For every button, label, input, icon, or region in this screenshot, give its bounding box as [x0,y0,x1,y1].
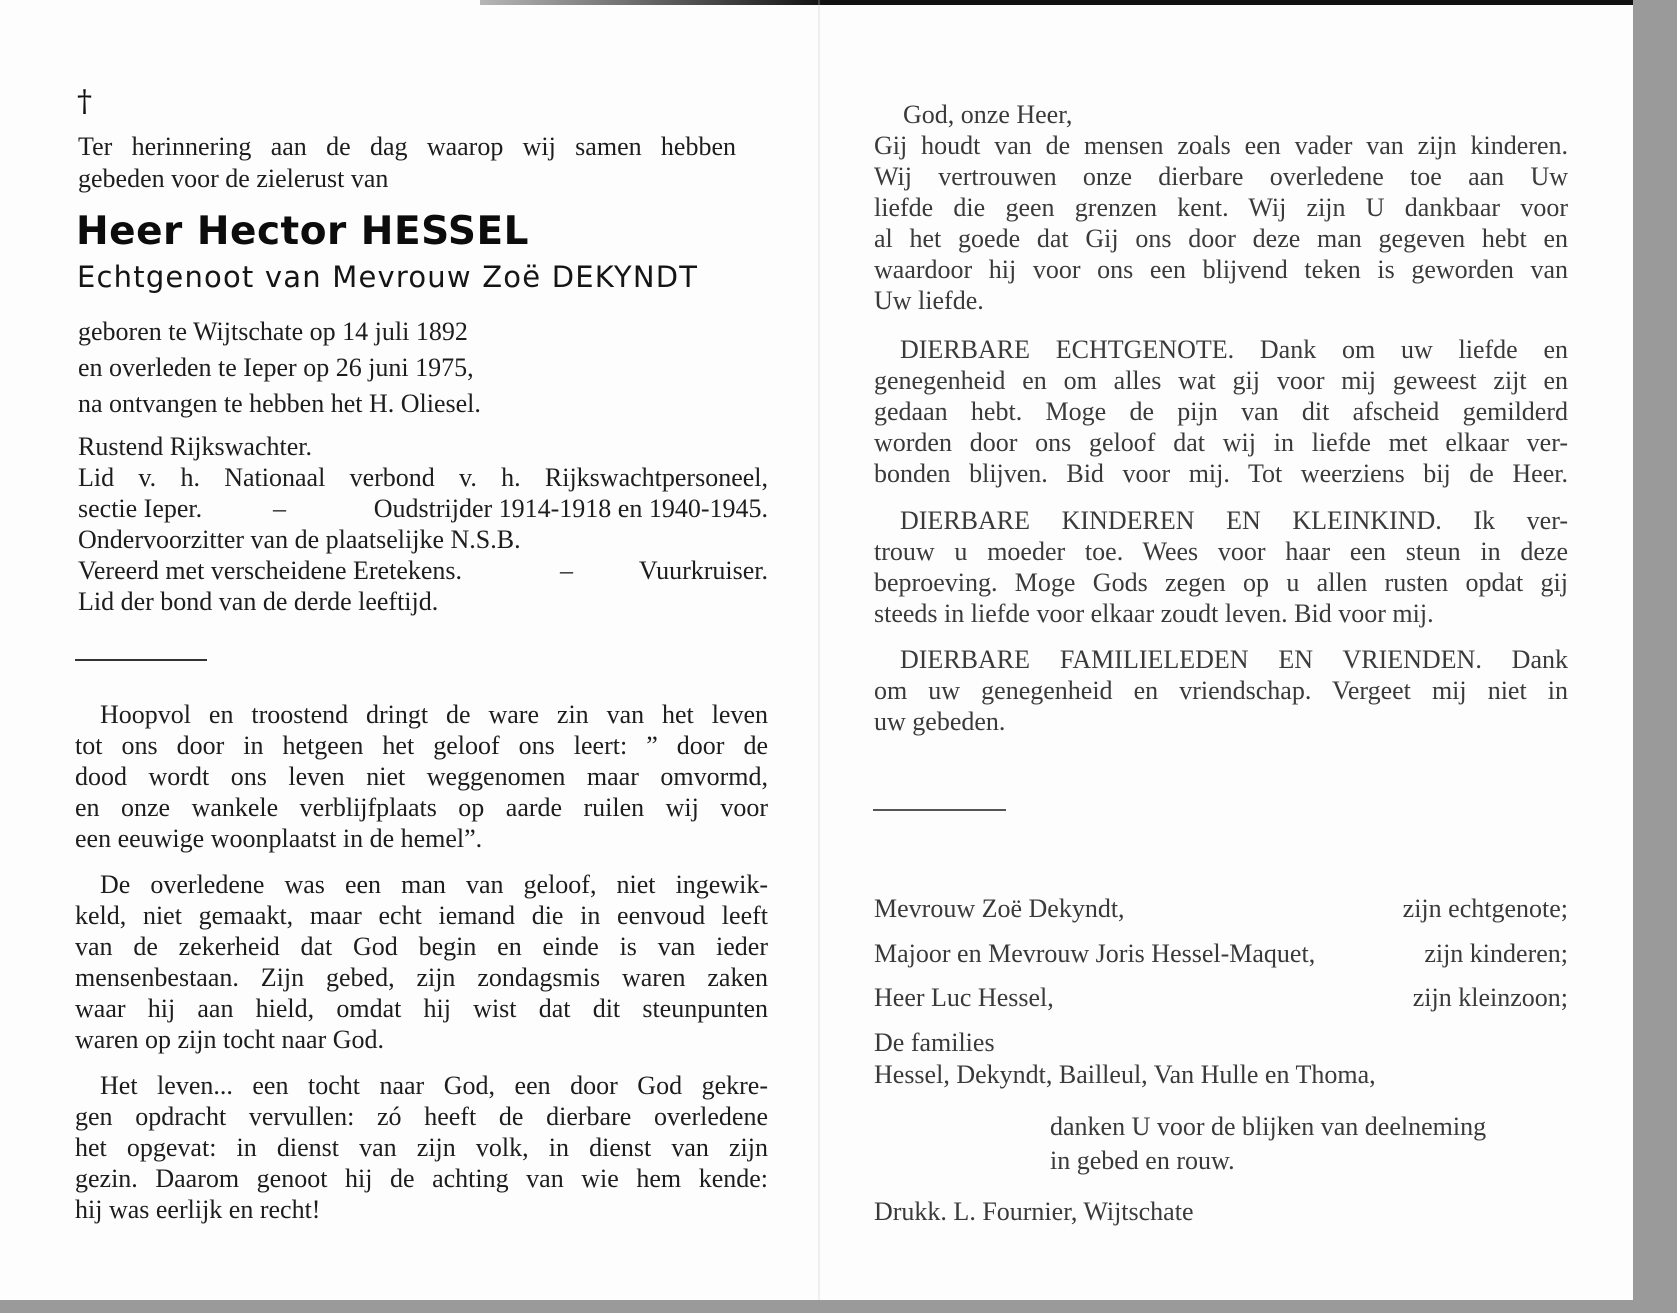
prayer-line: al het goede dat Gij ons door deze man gegeven hebt en [874,224,1568,253]
paragraph-line: Hoopvol en troostend dringt de ware zin van het leven [100,700,768,729]
family-paragraph-line: uw gebeden. [874,707,1006,736]
separator-dash: – [273,494,286,523]
divider-rule [873,809,1006,811]
title-line: Vuurkruiser. [638,556,768,585]
card-fold [818,0,820,1300]
paragraph-line: dood wordt ons leven niet weggenomen maar omvormd, [75,762,768,791]
prayer-line: Uw liefde. [874,286,984,315]
children-paragraph-line: trouw u moeder toe. Wees voor haar een steun in deze [874,537,1568,566]
intro-line: gebeden voor de zielerust van [78,164,389,193]
paragraph-line: keld, niet gemaakt, maar echt iemand die in eenvoud leeft [75,901,768,930]
prayer-line: liefde die geen grenzen kent. Wij zijn U dankbaar voor [874,193,1568,222]
paragraph-line: van de zekerheid dat God begin en einde is van ieder [75,932,768,961]
title-line: sectie Ieper. [78,494,203,523]
paragraph-line: Het leven... een tocht naar God, een door God gekre- [100,1071,768,1100]
children-paragraph-line: DIERBARE KINDEREN EN KLEINKIND. Ik ver- [900,506,1568,535]
mourner-name: Mevrouw Zoë Dekyndt, [874,894,1125,923]
separator-dash: – [560,556,573,585]
paragraph-line: het opgevat: in dienst van zijn volk, in dienst van zijn [75,1133,768,1162]
intro-line: Ter herinnering aan de dag waarop wij samen hebben [78,132,736,161]
children-paragraph-line: beproeving. Moge Gods zegen op u allen rusten opdat gij [874,568,1568,597]
family-paragraph-line: om uw genegenheid en vriendschap. Vergeet mij niet in [874,676,1568,705]
paragraph-line: De overledene was een man van geloof, niet ingewik- [100,870,768,899]
birth-line: geboren te Wijtschate op 14 juli 1892 [78,317,468,346]
mourner-relation: zijn echtgenote; [1402,894,1568,923]
prayer-line: Gij houdt van de mensen zoals een vader van zijn kinderen. [874,131,1568,160]
spouse-paragraph-line: worden door ons geloof dat wij in liefde met elkaar ver- [874,428,1568,457]
mourner-name: Heer Luc Hessel, [874,983,1054,1012]
scan-edge-shadow [480,0,1633,5]
paragraph-line: waren op zijn tocht naar God. [75,1025,385,1054]
spouse-line: Echtgenoot van Mevrouw Zoë DEKYNDT [77,260,699,294]
paragraph-line: waar hij aan hield, omdat hij wist dat dit steunpunten [75,994,768,1023]
children-paragraph-line: steeds in liefde voor elkaar zoudt leven. Bid voor mij. [874,599,1434,628]
printer-credit: Drukk. L. Fournier, Wijtschate [874,1197,1194,1226]
paragraph-line: hij was eerlijk en recht! [75,1195,321,1224]
paragraph-line: gezin. Daarom genoot hij de achting van wie hem kende: [75,1164,768,1193]
title-line: Vereerd met verscheidene Eretekens. [78,556,463,585]
families-label: De families [874,1028,995,1057]
mourner-relation: zijn kinderen; [1424,939,1568,968]
spouse-paragraph-line: genegenheid en om alles wat gij voor mij geweest zijt en [874,366,1568,395]
title-line: Oudstrijder 1914-1918 en 1940-1945. [373,494,768,523]
thanks-line: in gebed en rouw. [1050,1146,1235,1175]
title-line: Rustend Rijkswachter. [78,432,312,461]
mourner-row [874,894,1568,924]
paragraph-line: een eeuwige woonplaatst in de hemel”. [75,824,483,853]
paragraph-line: tot ons door in hetgeen het geloof ons leert: ” door de [75,731,768,760]
mourner-row [874,983,1568,1013]
paragraph-line: gen opdracht vervullen: zó heeft de dierbare overledene [75,1102,768,1131]
families-list: Hessel, Dekyndt, Bailleul, Van Hulle en Thoma, [874,1060,1376,1089]
title-line: Lid v. h. Nationaal verbond v. h. Rijkswachtpersoneel, [78,463,768,492]
prayer-line: Wij vertrouwen onze dierbare overledene toe aan Uw [874,162,1568,191]
sacrament-line: na ontvangen te hebben het H. Oliesel. [78,389,481,418]
divider-rule [75,659,207,661]
mourner-relation: zijn kleinzoon; [1412,983,1568,1012]
prayer-line: waardoor hij voor ons een blijvend teken is geworden van [874,255,1568,284]
spouse-paragraph-line: gedaan hebt. Moge de pijn van dit afscheid gemilderd [874,397,1568,426]
spouse-paragraph-line: DIERBARE ECHTGENOTE. Dank om uw liefde en [900,335,1568,364]
paragraph-line: mensenbestaan. Zijn gebed, zijn zondagsmis waren zaken [75,963,768,992]
title-line: Ondervoorzitter van de plaatselijke N.S.B. [78,525,521,554]
spouse-paragraph-line: bonden blijven. Bid voor mij. Tot weerziens bij de Heer. [874,459,1568,488]
paragraph-line: en onze wankele verblijfplaats op aarde ruilen wij voor [75,793,768,822]
mourner-name: Majoor en Mevrouw Joris Hessel-Maquet, [874,939,1316,968]
title-line: Lid der bond van de derde leeftijd. [78,587,439,616]
family-paragraph-line: DIERBARE FAMILIELEDEN EN VRIENDEN. Dank [900,645,1568,674]
prayer-line: God, onze Heer, [903,100,1073,129]
mourner-row [874,939,1568,969]
cross-icon: † [77,84,92,119]
deceased-name: Heer Hector HESSEL [76,209,530,254]
thanks-line: danken U voor de blijken van deelneming [1050,1112,1487,1141]
death-line: en overleden te Ieper op 26 juni 1975, [78,353,474,382]
